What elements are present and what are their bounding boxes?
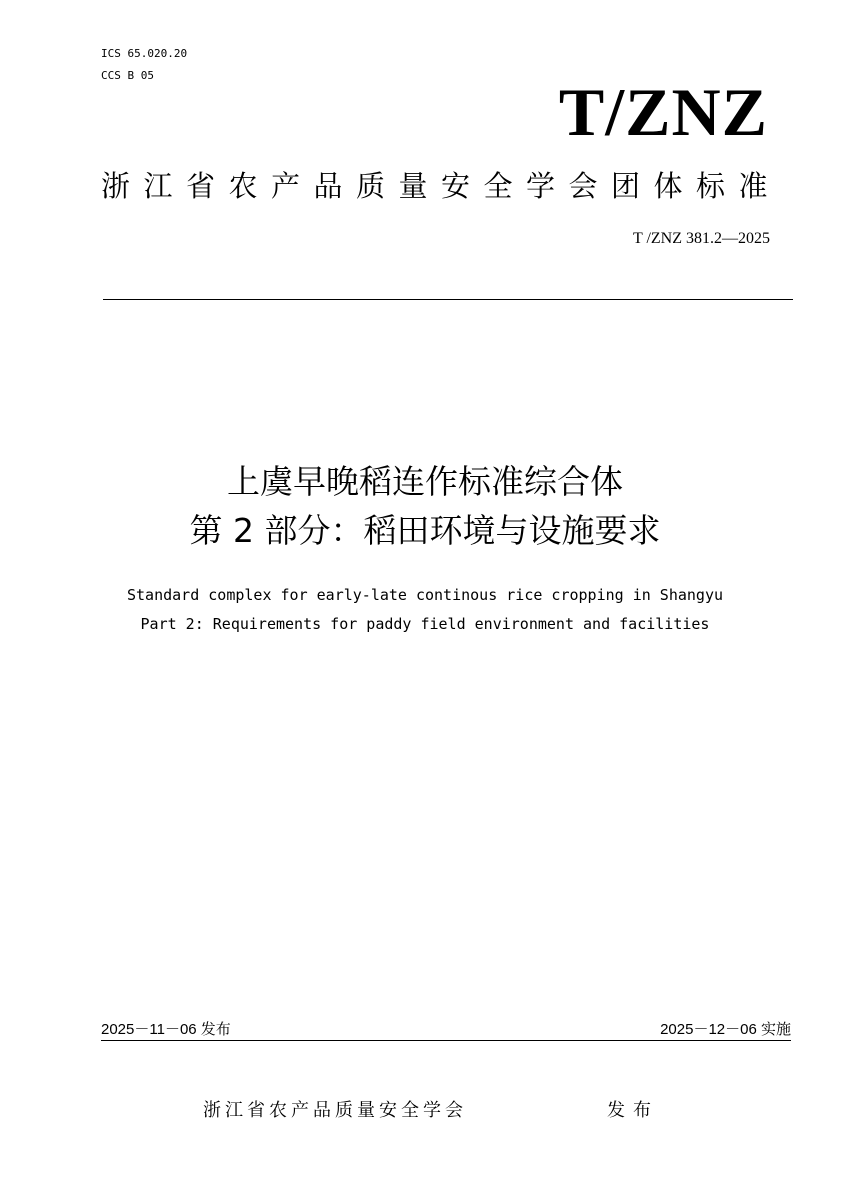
ccs-code: CCS B 05 — [101, 69, 154, 82]
publish-label: 发布 — [607, 1100, 659, 1121]
classification-codes — [101, 43, 187, 87]
publisher-name: 浙江省农产品质量安全学会 — [203, 1100, 467, 1121]
english-title-line2: Part 2: Requirements for paddy field environment and facilities — [140, 615, 710, 633]
issue-date: 2025－11－06 发布 — [101, 1021, 231, 1038]
header-divider — [103, 299, 793, 300]
document-title-line1: 上虞早晚稻连作标准综合体 — [227, 462, 623, 501]
date-row — [101, 1018, 791, 1041]
document-title-line2: 第 2 部分：稻田环境与设施要求 — [189, 511, 661, 550]
ics-code: ICS 65.020.20 — [101, 47, 188, 60]
standard-logo: T/ZNZ — [558, 74, 768, 150]
standard-number: T /ZNZ 381.2—2025 — [632, 230, 770, 247]
english-title-line1: Standard complex for early-late continous rice cropping in Shangyu — [126, 586, 724, 604]
organization-standard-title: 浙江省农产品质量安全学会团体标准 — [101, 169, 782, 203]
implementation-date: 2025－12－06 实施 — [660, 1021, 791, 1038]
